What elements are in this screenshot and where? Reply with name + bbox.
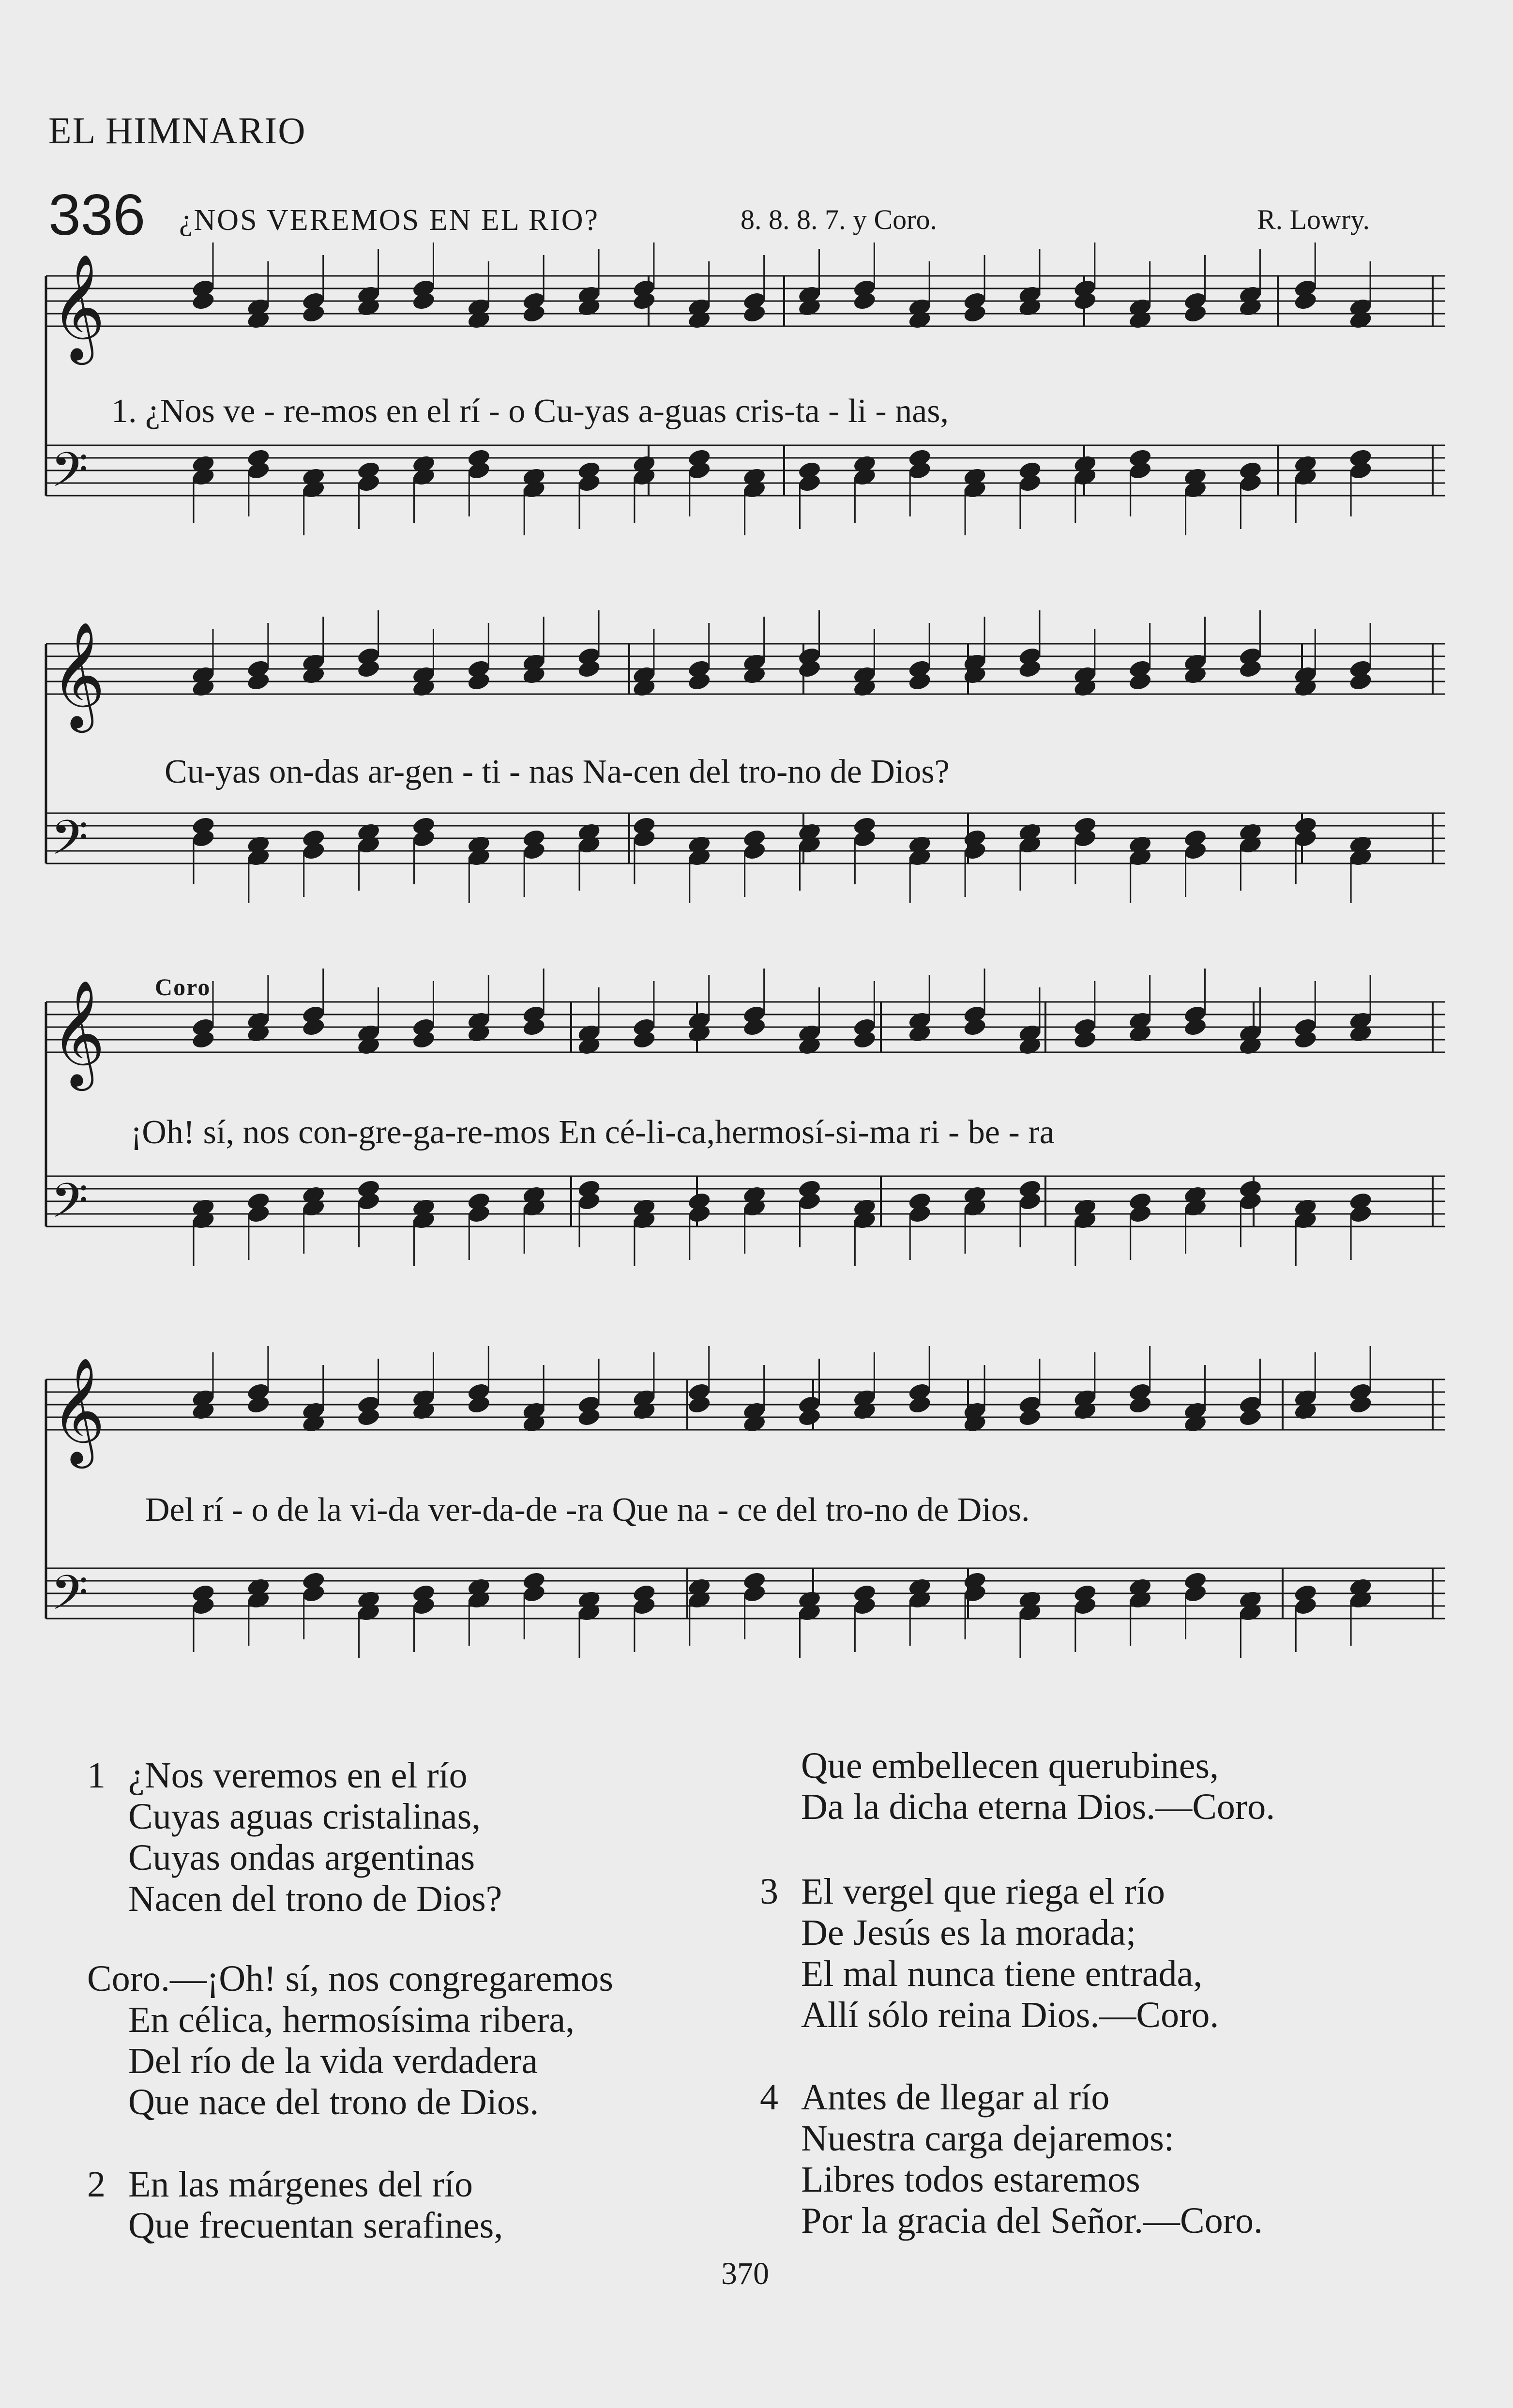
bass-clef-icon: 𝄢 xyxy=(51,442,89,510)
treble-staff xyxy=(46,242,1445,365)
lyric-line-2: Cu-yas on-das ar-gen - ti - nas Na-cen del tro-no de Dios? xyxy=(165,753,950,790)
stanza-2-line: Da la dicha eterna Dios.—Coro. xyxy=(801,1787,1275,1827)
bass-clef-icon: 𝄢 xyxy=(51,1565,89,1633)
note-group xyxy=(191,1346,1373,1434)
stanza-3-line: De Jesús es la morada; xyxy=(801,1912,1136,1953)
note-group xyxy=(191,610,1373,698)
stanza-2-number: 2 xyxy=(87,2164,106,2205)
bass-clef-icon: 𝄢 xyxy=(51,1173,89,1241)
hymn-title: ¿NOS VEREMOS EN EL RIO? xyxy=(179,204,600,237)
stanza-1-line: ¿Nos veremos en el río xyxy=(128,1755,468,1796)
stanza-1-line: Cuyas aguas cristalinas, xyxy=(128,1796,481,1837)
lyric-line-4: Del rí - o de la vi-da ver-da-de -ra Que na - ce del tro-no de Dios. xyxy=(145,1491,1030,1529)
bass-staff xyxy=(46,1173,1445,1266)
stanza-3-line: El vergel que riega el río xyxy=(801,1871,1165,1912)
stanza-3-line: Allí sólo reina Dios.—Coro. xyxy=(801,1995,1219,2035)
treble-staff xyxy=(46,969,1445,1091)
bass-staff xyxy=(46,442,1445,535)
treble-staff xyxy=(46,1346,1445,1469)
treble-staff xyxy=(46,610,1445,733)
page-header: EL HIMNARIO xyxy=(48,109,306,151)
note-group xyxy=(191,1570,1373,1658)
stanza-4-line: Nuestra carga dejaremos: xyxy=(801,2118,1174,2159)
note-group xyxy=(191,815,1373,903)
note-group xyxy=(191,1178,1373,1266)
stanza-1-number: 1 xyxy=(87,1755,106,1796)
note-group xyxy=(191,242,1373,331)
stanza-4-line: Por la gracia del Señor.—Coro. xyxy=(801,2200,1263,2241)
coro-line: Que nace del trono de Dios. xyxy=(128,2082,539,2122)
stanza-2-line: Que embellecen querubines, xyxy=(801,1745,1219,1786)
stanza-4-line: Libres todos estaremos xyxy=(801,2159,1140,2200)
note-group xyxy=(191,969,1373,1057)
lyric-line-3: ¡Oh! sí, nos con-gre-ga-re-mos En cé-li-ca,hermosí-si-ma ri - be - ra xyxy=(131,1114,1055,1151)
stanza-3-number: 3 xyxy=(760,1871,778,1912)
bass-staff xyxy=(46,1565,1445,1658)
coro-lead-line: Coro.—¡Oh! sí, nos congregaremos xyxy=(87,1958,614,1999)
coro-line: Del río de la vida verdadera xyxy=(128,2041,538,2081)
treble-clef-icon: 𝄞 xyxy=(51,1357,106,1464)
stanza-4-line: Antes de llegar al río xyxy=(801,2077,1110,2118)
hymn-author: R. Lowry. xyxy=(1256,204,1370,235)
stanza-2-line: En las márgenes del río xyxy=(128,2164,473,2205)
hymn-number: 336 xyxy=(48,182,146,247)
treble-clef-icon: 𝄞 xyxy=(51,253,106,360)
bass-staff xyxy=(46,810,1445,903)
page-number: 370 xyxy=(721,2256,769,2291)
stanza-2-line: Que frecuentan serafines, xyxy=(128,2205,503,2246)
treble-clef-icon: 𝄞 xyxy=(51,621,106,728)
coro-label: Coro xyxy=(155,973,211,1000)
stanza-1-line: Cuyas ondas argentinas xyxy=(128,1837,475,1878)
bass-clef-icon: 𝄢 xyxy=(51,810,89,878)
music-system xyxy=(46,242,1445,535)
lyric-line-1: 1. ¿Nos ve - re-mos en el rí - o Cu-yas a-guas cris-ta - li - nas, xyxy=(111,393,949,430)
treble-clef-icon: 𝄞 xyxy=(51,979,106,1086)
stanza-4-number: 4 xyxy=(760,2077,778,2118)
note-group xyxy=(191,447,1373,535)
stanza-1-line: Nacen del trono de Dios? xyxy=(128,1878,502,1919)
coro-line: En célica, hermosísima ribera, xyxy=(128,1999,575,2040)
stanza-3-line: El mal nunca tiene entrada, xyxy=(801,1954,1203,1994)
hymn-meter: 8. 8. 8. 7. y Coro. xyxy=(741,204,937,235)
